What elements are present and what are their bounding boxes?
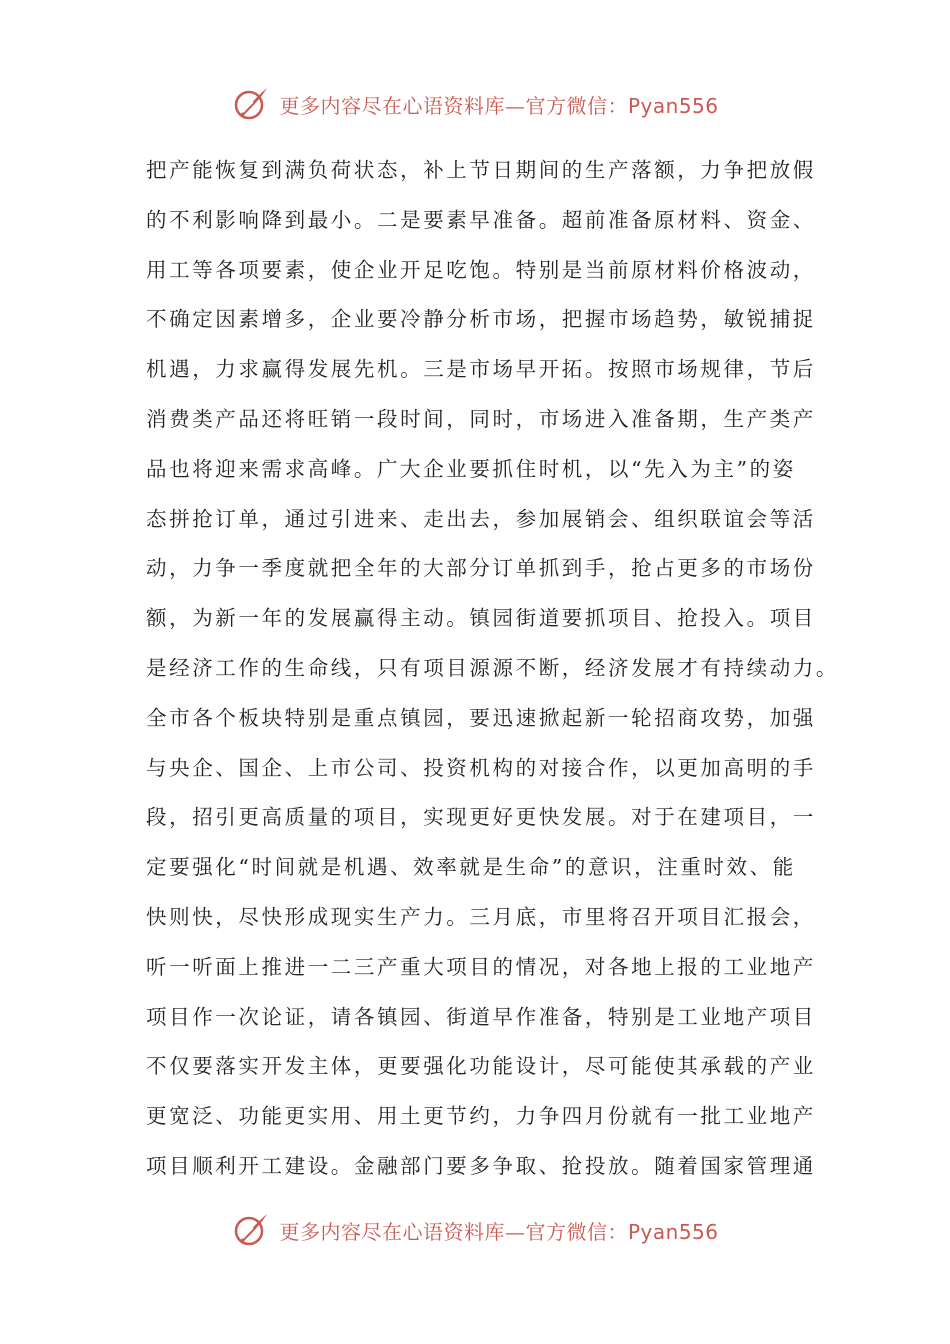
banner-text — [279, 90, 718, 119]
text-line: 项目顺利开工建设。金融部门要多争取、抢投放。随着国家管理通 — [146, 1153, 816, 1178]
text-line: 的不利影响降到最小。二是要素早准备。超前准备原材料、资金、 — [146, 207, 816, 232]
text-line: 听一听面上推进一二三产重大项目的情况，对各地上报的工业地产 — [146, 954, 816, 979]
text-line: 快则快，尽快形成现实生产力。三月底，市里将召开项目汇报会， — [146, 904, 816, 929]
text-line: 态拼抢订单，通过引进来、走出去，参加展销会、组织联谊会等活 — [146, 506, 816, 531]
wechat-id: Pyan556 — [627, 93, 719, 118]
text-line: 不确定因素增多，企业要冷静分析市场，把握市场趋势，敏锐捕捉 — [146, 307, 816, 332]
header-banner — [0, 82, 950, 126]
wechat-id: Pyan556 — [627, 1219, 719, 1244]
text-line: 额，为新一年的发展赢得主动。镇园街道要抓项目、抢投入。项目 — [146, 606, 816, 631]
text-line: 全市各个板块特别是重点镇园，要迅速掀起新一轮招商攻势，加强 — [146, 705, 816, 730]
footer-banner — [0, 1208, 950, 1252]
text-line: 段，招引更高质量的项目，实现更好更快发展。对于在建项目，一 — [146, 805, 816, 830]
text-line: 机遇，力求赢得发展先机。三是市场早开拓。按照市场规律，节后 — [146, 357, 816, 382]
text-line: 是经济工作的生命线，只有项目源源不断，经济发展才有持续动力。 — [146, 655, 839, 680]
text-line: 项目作一次论证，请各镇园、街道早作准备，特别是工业地产项目 — [146, 1004, 816, 1029]
text-line: 消费类产品还将旺销一段时间，同时，市场进入准备期，生产类产 — [146, 406, 816, 431]
text-line: 更宽泛、功能更实用、用土更节约，力争四月份就有一批工业地产 — [146, 1104, 816, 1129]
text-line: 与央企、国企、上市公司、投资机构的对接合作，以更加高明的手 — [146, 755, 816, 780]
text-line: 用工等各项要素，使企业开足吃饱。特别是当前原材料价格波动， — [146, 257, 816, 282]
text-line: 不仅要落实开发主体，更要强化功能设计，尽可能使其承载的产业 — [146, 1054, 816, 1079]
text-line: 品也将迎来需求高峰。广大企业要抓住时机，以“先入为主”的姿 — [146, 456, 796, 481]
quill-pen-logo-icon — [231, 84, 271, 124]
quill-pen-logo-icon — [231, 1210, 271, 1250]
text-line: 把产能恢复到满负荷状态，补上节日期间的生产落额，力争把放假 — [146, 158, 816, 182]
document-body — [146, 146, 846, 1192]
text-line: 定要强化“时间就是机遇、效率就是生命”的意识，注重时效、能 — [146, 855, 796, 880]
banner-text — [279, 1216, 718, 1245]
banner-slogan: 更多内容尽在心语资料库—官方微信： — [279, 93, 628, 118]
banner-slogan: 更多内容尽在心语资料库—官方微信： — [279, 1219, 628, 1244]
text-line: 动，力争一季度就把全年的大部分订单抓到手，抢占更多的市场份 — [146, 556, 816, 581]
